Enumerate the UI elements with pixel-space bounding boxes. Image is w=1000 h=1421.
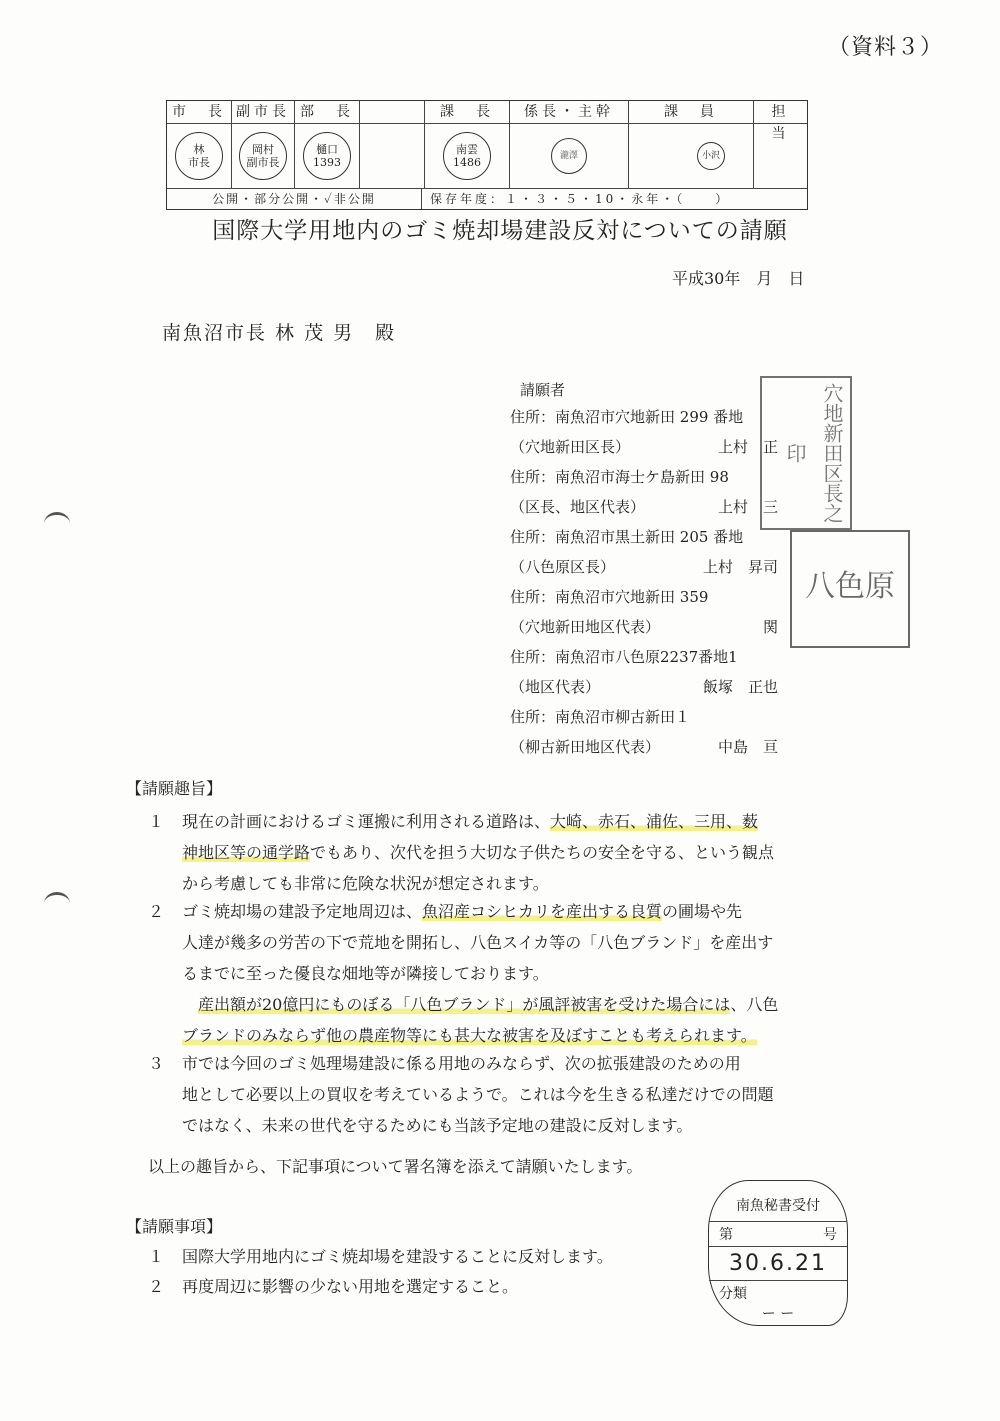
item-number: ２ xyxy=(148,902,165,921)
petitioner-role: （区長、地区代表） xyxy=(510,498,646,516)
petitioner-heading: 請願者 xyxy=(520,381,566,399)
disclosure-status: 公開・部分公開・✓非公開 xyxy=(167,189,422,209)
approval-seal-row xyxy=(167,124,807,189)
request-item-1: １ 国際大学用地内にゴミ焼却場を建設することに反対します。 xyxy=(148,1244,613,1267)
header-deputy-mayor: 副市長 xyxy=(232,101,295,123)
item-number: ３ xyxy=(148,1054,165,1073)
petitioner-address: 住所：南魚沼市黒土新田 205 番地 xyxy=(510,528,744,546)
header-director: 部 長 xyxy=(295,101,360,123)
petitioner-entry xyxy=(510,642,840,702)
purpose-item-2: ２ ゴミ焼却場の建設予定地周辺は、魚沼産コシヒカリを産出する良質の圃場や先 人達が幾多の労苦の下で荒地を開拓し、八色スイカ等の「八色ブランド」を産出す るまでに至った優良な畑地等が隣接しております。 産出額が20億円にものぼる「八色ブランド」が風評被害を受けた場合には、八色 ブランドのみならず他の農産物等にも甚大な被害を及ぼすことも考えられます。 xyxy=(148,896,808,1051)
header-subsection-chief: 係長・主幹 xyxy=(510,101,629,123)
page-title: 国際大学用地内のゴミ焼却場建設反対についての請願 xyxy=(212,218,788,244)
petitioner-name: 上村 正 xyxy=(717,438,778,456)
in-charge-cell xyxy=(754,124,807,188)
header-blank xyxy=(360,101,425,123)
request-heading: 【請願事項】 xyxy=(126,1217,223,1236)
document-label: （資料３） xyxy=(828,35,944,60)
receipt-category-value: ー ー xyxy=(761,1306,795,1322)
petitioner-name: 関 xyxy=(762,618,778,636)
petitioner-address: 住所：南魚沼市八色原2237番地1 xyxy=(510,648,738,666)
petitioner-name: 上村 昇司 xyxy=(702,558,778,576)
petitioner-role: （柳古新田地区代表） xyxy=(510,738,661,756)
purpose-item-1: １ 現在の計画におけるゴミ運搬に利用される道路は、大崎、赤石、浦佐、三用、薮 神地区等の通学路でもあり、次代を担う大切な子供たちの安全を守る、という観点 から考慮しても非常に危険な状況が想定されます。 xyxy=(148,806,808,899)
petitioner-name: 上村 三 xyxy=(717,498,778,516)
director-seal: 樋口 1393 xyxy=(303,132,351,180)
highlighted-text: ブランドのみならず他の農産物等にも甚大な被害を及ぼすことも考えられます。 xyxy=(182,1026,757,1045)
approval-footer-row xyxy=(167,189,807,209)
closing-statement: 以上の趣旨から、下記事項について署名簿を添えて請願いたします。 xyxy=(148,1157,643,1176)
deputy-mayor-seal: 岡村 副市長 xyxy=(239,132,287,180)
header-in-charge: 担 当 xyxy=(771,104,808,142)
blank-cell xyxy=(360,124,425,188)
retention-period: 保存年度：１・３・５・10・永年・（ ） xyxy=(430,192,731,206)
approval-stamp-table xyxy=(166,100,808,210)
petitioner-address: 住所：南魚沼市海士ケ島新田 98 xyxy=(510,468,729,486)
approval-header-row xyxy=(167,101,808,142)
receipt-stamp xyxy=(708,1180,848,1326)
highlighted-text: 魚沼産コシヒカリを産出する良質 xyxy=(422,902,663,921)
receipt-no-suffix: 号 xyxy=(823,1227,837,1243)
header-mayor: 市 長 xyxy=(167,101,232,123)
petitioner-address: 住所：南魚沼市穴地新田 299 番地 xyxy=(510,408,744,426)
yairohara-seal-stamp: 八色原 xyxy=(790,530,910,648)
header-staff: 課 員 xyxy=(629,101,754,123)
petitioner-role: （八色原区長） xyxy=(510,558,616,576)
item-number: １ xyxy=(148,812,165,831)
receipt-date: 30.6.21 xyxy=(709,1246,847,1280)
petitioner-entry xyxy=(510,702,840,762)
district-seal-stamp: 穴地新田区長之印 xyxy=(760,376,852,530)
item-number: １ xyxy=(148,1247,165,1266)
purpose-item-3: ３ 市では今回のゴミ処理場建設に係る用地のみならず、次の拡張建設のための用 地として必要以上の買収を考えているようで。これは今を生きる私達だけでの問題 ではなく、未来の世代を守るためにも当該予定地の建設に反対します。 xyxy=(148,1048,808,1141)
petition-date: 平成30年 月 日 xyxy=(672,269,805,288)
mayor-seal: 林 市長 xyxy=(175,132,223,180)
highlighted-text: 神地区等の通学路 xyxy=(182,843,311,862)
receipt-title: 南魚秘書受付 xyxy=(736,1198,820,1214)
item-number: ２ xyxy=(148,1277,165,1296)
receipt-no-label: 第 xyxy=(719,1227,733,1243)
purpose-heading: 【請願趣旨】 xyxy=(126,779,223,798)
header-section-chief: 課 長 xyxy=(425,101,510,123)
punch-hole-icon xyxy=(44,892,70,915)
petitioner-name: 中島 亘 xyxy=(717,738,778,756)
petitioner-role: （地区代表） xyxy=(510,678,601,696)
petitioner-role: （穴地新田区長） xyxy=(510,438,631,456)
highlighted-text: 大崎、赤石、浦佐、三用、薮 xyxy=(550,812,759,831)
punch-hole-icon xyxy=(44,512,70,535)
petitioner-address: 住所：南魚沼市柳古新田１ xyxy=(510,708,691,726)
addressee: 南魚沼市長 林 茂 男 殿 xyxy=(162,322,397,344)
request-item-2: ２ 再度周辺に影響の少ない用地を選定すること。 xyxy=(148,1274,518,1297)
staff-seal: 小沢 xyxy=(697,142,725,170)
subsection-chief-seal: 瀧澤 xyxy=(551,138,587,174)
petitioner-address: 住所：南魚沼市穴地新田 359 xyxy=(510,588,709,606)
section-chief-seal: 南雲 1486 xyxy=(443,132,491,180)
petitioner-role: （穴地新田地区代表） xyxy=(510,618,661,636)
receipt-category: 分類 xyxy=(719,1286,747,1302)
petitioner-name: 飯塚 正也 xyxy=(702,678,778,696)
highlighted-text: 産出額が20億円にものぼる「八色ブランド」が風評被害を受けた場合には xyxy=(198,995,731,1014)
